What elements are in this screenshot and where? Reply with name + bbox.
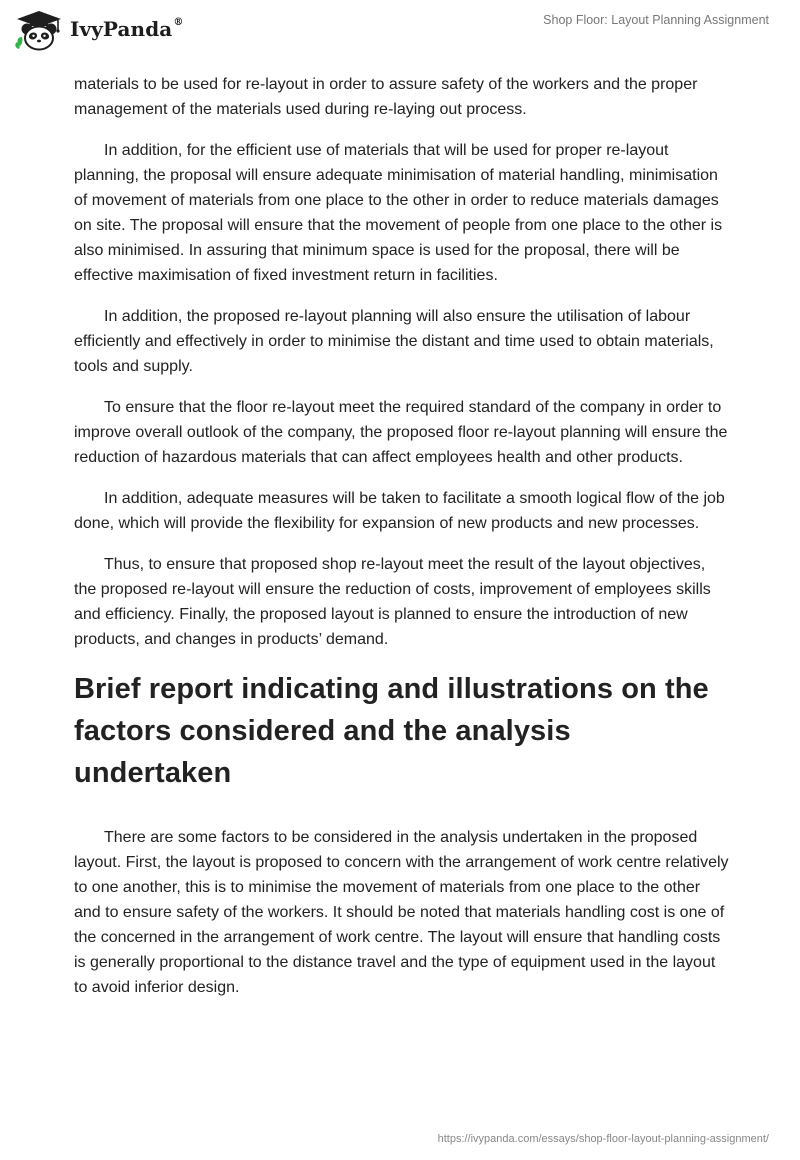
paragraph: In addition, the proposed re-layout planning will also ensure the utilisation of labour efficiently and effectively in order to minimise the distant and time used to obtain materials, tools and supply. (74, 308, 714, 375)
brand-name: IvyPanda® (70, 17, 184, 41)
panda-graduation-cap-icon (14, 8, 64, 52)
ivypanda-logo[interactable] (14, 8, 183, 52)
paragraph: To ensure that the floor re-layout meet the required standard of the company in order to improve overall outlook of the company, the proposed floor re-layout planning will ensure the reduction of hazardous materials that can affect employees health and other products. (74, 399, 728, 466)
paragraph: materials to be used for re-layout in order to assure safety of the workers and the proper management of the materials used during re-laying out process. (74, 76, 698, 118)
paragraph: There are some factors to be considered in the analysis undertaken in the proposed layout. First, the layout is proposed to concern with the arrangement of work centre relatively to one another, this is to minimise the movement of materials from one place to the other and to ensure safety of the workers. It should be noted that materials handling cost is one of the concerned in the arrangement of work centre. The layout will ensure that handling costs is generally proportional to the distance travel and the type of equipment used in the layout to avoid inferior design. (74, 829, 729, 996)
page-header (0, 0, 800, 70)
paragraph: Thus, to ensure that proposed shop re-layout meet the result of the layout objectives, the proposed re-layout will ensure the reduction of costs, improvement of employees skills and efficiency. Finally, the proposed layout is planned to ensure the introduction of new products, and changes in products’ demand. (74, 556, 711, 648)
paragraph: In addition, for the efficient use of materials that will be used for proper re-layout planning, the proposal will ensure adequate minimisation of material handling, minimisation of movement of materials from one place to the other in order to reduce materials damages on site. The proposal will ensure that the movement of people from one place to the other is also minimised. In assuring that minimum space is used for the proposal, there will be effective maximisation of fixed investment return in facilities. (74, 142, 723, 284)
source-url-link[interactable]: https://ivypanda.com/essays/shop-floor-layout-planning-assignment/ (437, 1133, 769, 1145)
paragraph: In addition, adequate measures will be taken to facilitate a smooth logical flow of the job done, which will provide the flexibility for expansion of new products and new processes. (74, 490, 725, 532)
running-title: Shop Floor: Layout Planning Assignment (543, 13, 769, 27)
essay-content (74, 72, 730, 1016)
section-heading: Brief report indicating and illustrations on the factors considered and the analysis undertaken (74, 673, 709, 789)
